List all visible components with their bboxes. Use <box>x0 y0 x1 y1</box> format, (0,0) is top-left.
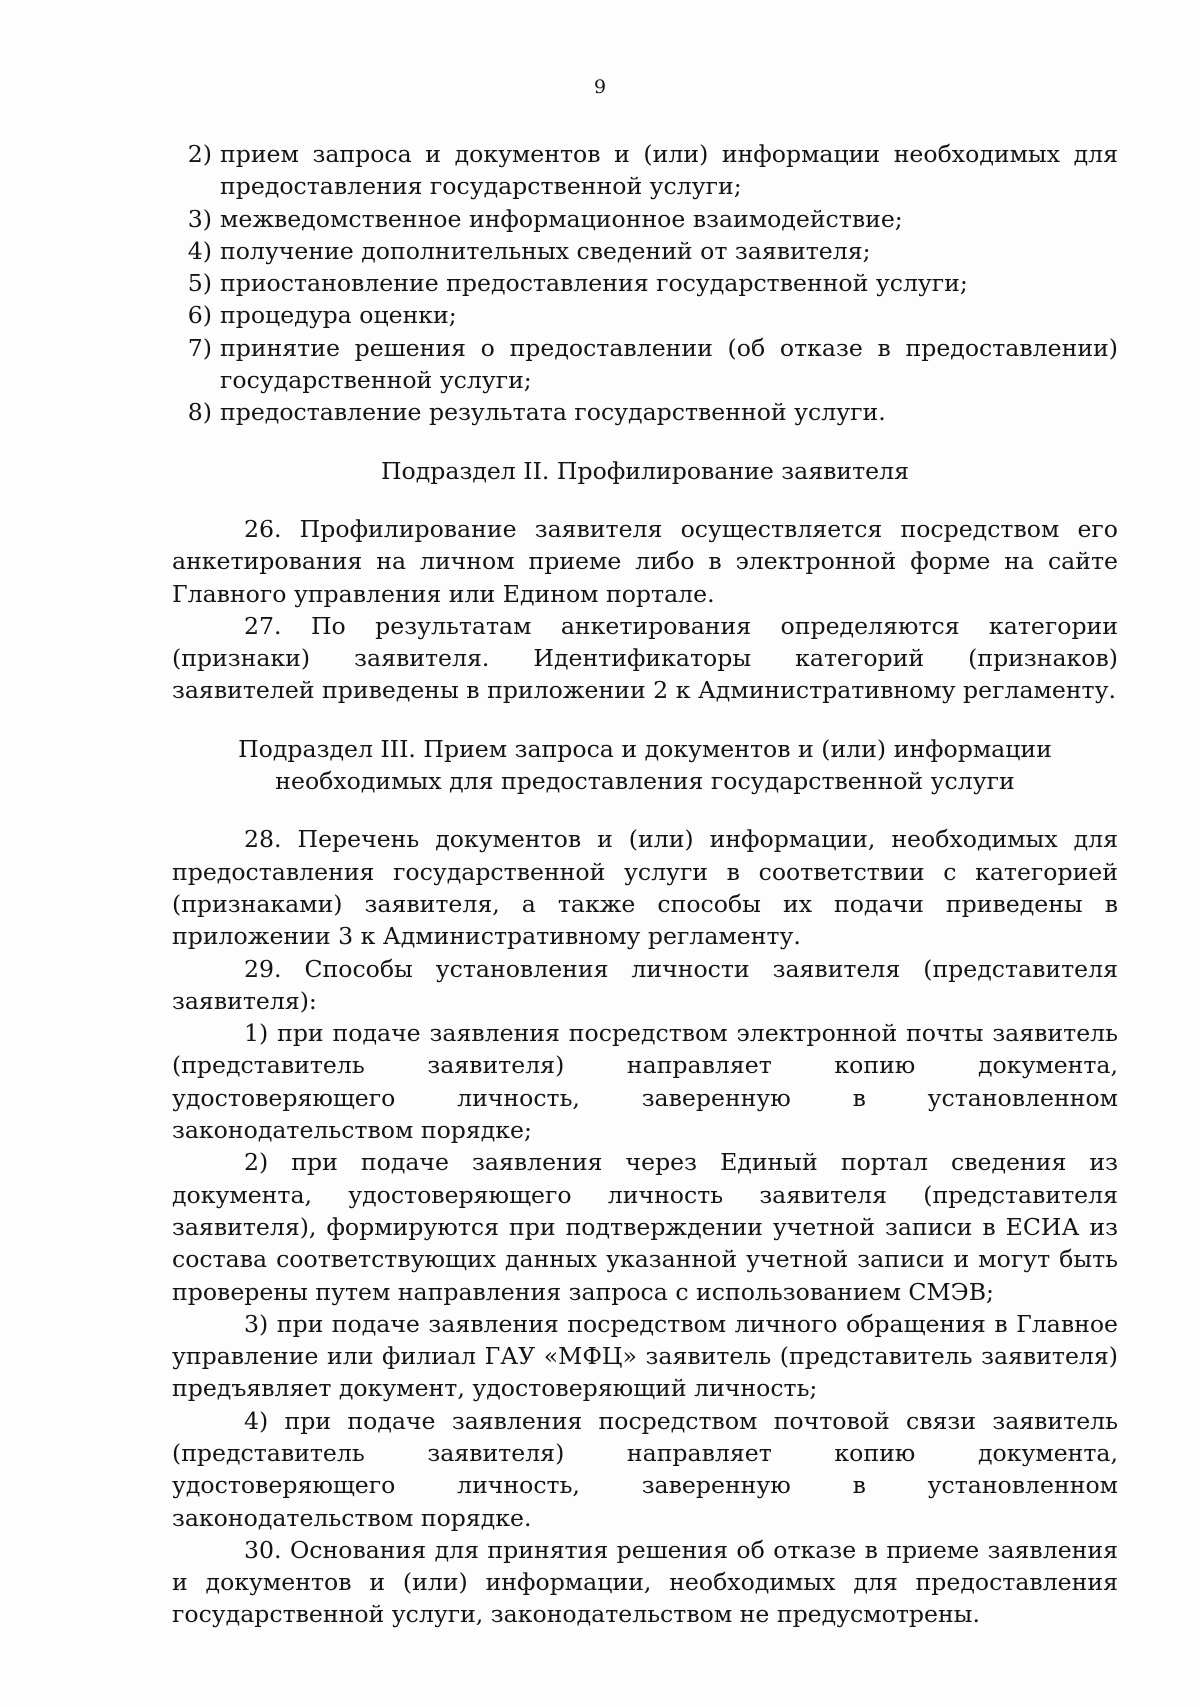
list-item <box>172 396 1118 428</box>
list-item-number: 3) <box>187 204 212 233</box>
procedure-list <box>172 138 1118 429</box>
list-item <box>172 203 1118 235</box>
page-content <box>172 138 1118 1631</box>
list-item-number: 7) <box>187 333 212 362</box>
list-item-number: 5) <box>187 269 212 298</box>
list-item-text: предоставление результата государственной услуги. <box>220 398 886 427</box>
subsection-3-title <box>172 733 1118 798</box>
list-item <box>172 235 1118 267</box>
paragraph-29-2: 2) при подаче заявления через Единый портал сведения из документа, удостоверяющего личность заявителя (представителя заявителя), формируются при подтверждении учетной записи в ЕСИА из состава соответствующих данных указанной учетной записи и могут быть проверены путем направления запроса с использованием СМЭВ; <box>172 1148 1118 1306</box>
paragraph-27: 27. По результатам анкетирования определяются категории (признаки) заявителя. Идентификаторы категорий (признаков) заявителей приведены в приложении 2 к Административному регламенту. <box>172 611 1118 705</box>
list-item-text: получение дополнительных сведений от заявителя; <box>220 236 871 265</box>
paragraph-30: 30. Основания для принятия решения об отказе в приеме заявления и документов и (или) информации, необходимых для предоставления государственной услуги, законодательством не предусмотрены. <box>172 1535 1118 1629</box>
list-item-text: принятие решения о предоставлении (об отказе в предоставлении) государственной услуги; <box>220 333 1118 395</box>
subsection-3-title-line-1: Подраздел III. Прием запроса и документов и (или) информации <box>238 734 1052 763</box>
list-item-number: 4) <box>187 236 212 265</box>
list-item <box>172 267 1118 299</box>
list-item-number: 6) <box>187 301 212 330</box>
paragraph-29: 29. Способы установления личности заявителя (представителя заявителя): <box>172 954 1118 1015</box>
list-item-text: процедура оценки; <box>220 301 457 330</box>
list-item-text: приостановление предоставления государственной услуги; <box>220 269 968 298</box>
paragraph-28: 28. Перечень документов и (или) информации, необходимых для предоставления государственной услуги в соответствии с категорией (признаками) заявителя, а также способы их подачи приведены в приложении 3 к Административному регламенту. <box>172 825 1118 951</box>
list-item-number: 2) <box>187 140 212 168</box>
list-item-text: прием запроса и документов и (или) информации необходимых для предоставления государственной услуги; <box>220 140 1118 201</box>
page-number: 9 <box>593 76 607 98</box>
list-item <box>172 332 1118 397</box>
list-item-number: 8) <box>187 398 212 427</box>
list-item-text: межведомственное информационное взаимодействие; <box>220 204 903 233</box>
paragraph-29-1: 1) при подаче заявления посредством электронной почты заявитель (представитель заявителя) направляет копию документа, удостоверяющего личность, заверенную в установленном законодательством порядке; <box>172 1019 1118 1145</box>
list-item <box>172 138 1118 203</box>
list-item <box>172 299 1118 331</box>
paragraph-26: 26. Профилирование заявителя осуществляется посредством его анкетирования на личном приеме либо в электронной форме на сайте Главного управления или Едином портале. <box>172 514 1118 608</box>
subsection-3-title-line-2: необходимых для предоставления государственной услуги <box>275 767 1015 796</box>
paragraph-29-4: 4) при подаче заявления посредством почтовой связи заявитель (представитель заявителя) направляет копию документа, удостоверяющего личность, заверенную в установленном законодательством порядке. <box>172 1406 1118 1532</box>
subsection-2-title: Подраздел II. Профилирование заявителя <box>380 456 910 485</box>
paragraph-29-3: 3) при подаче заявления посредством личного обращения в Главное управление или филиал ГАУ «МФЦ» заявитель (представитель заявителя) предъявляет документ, удостоверяющий личность; <box>172 1309 1118 1403</box>
